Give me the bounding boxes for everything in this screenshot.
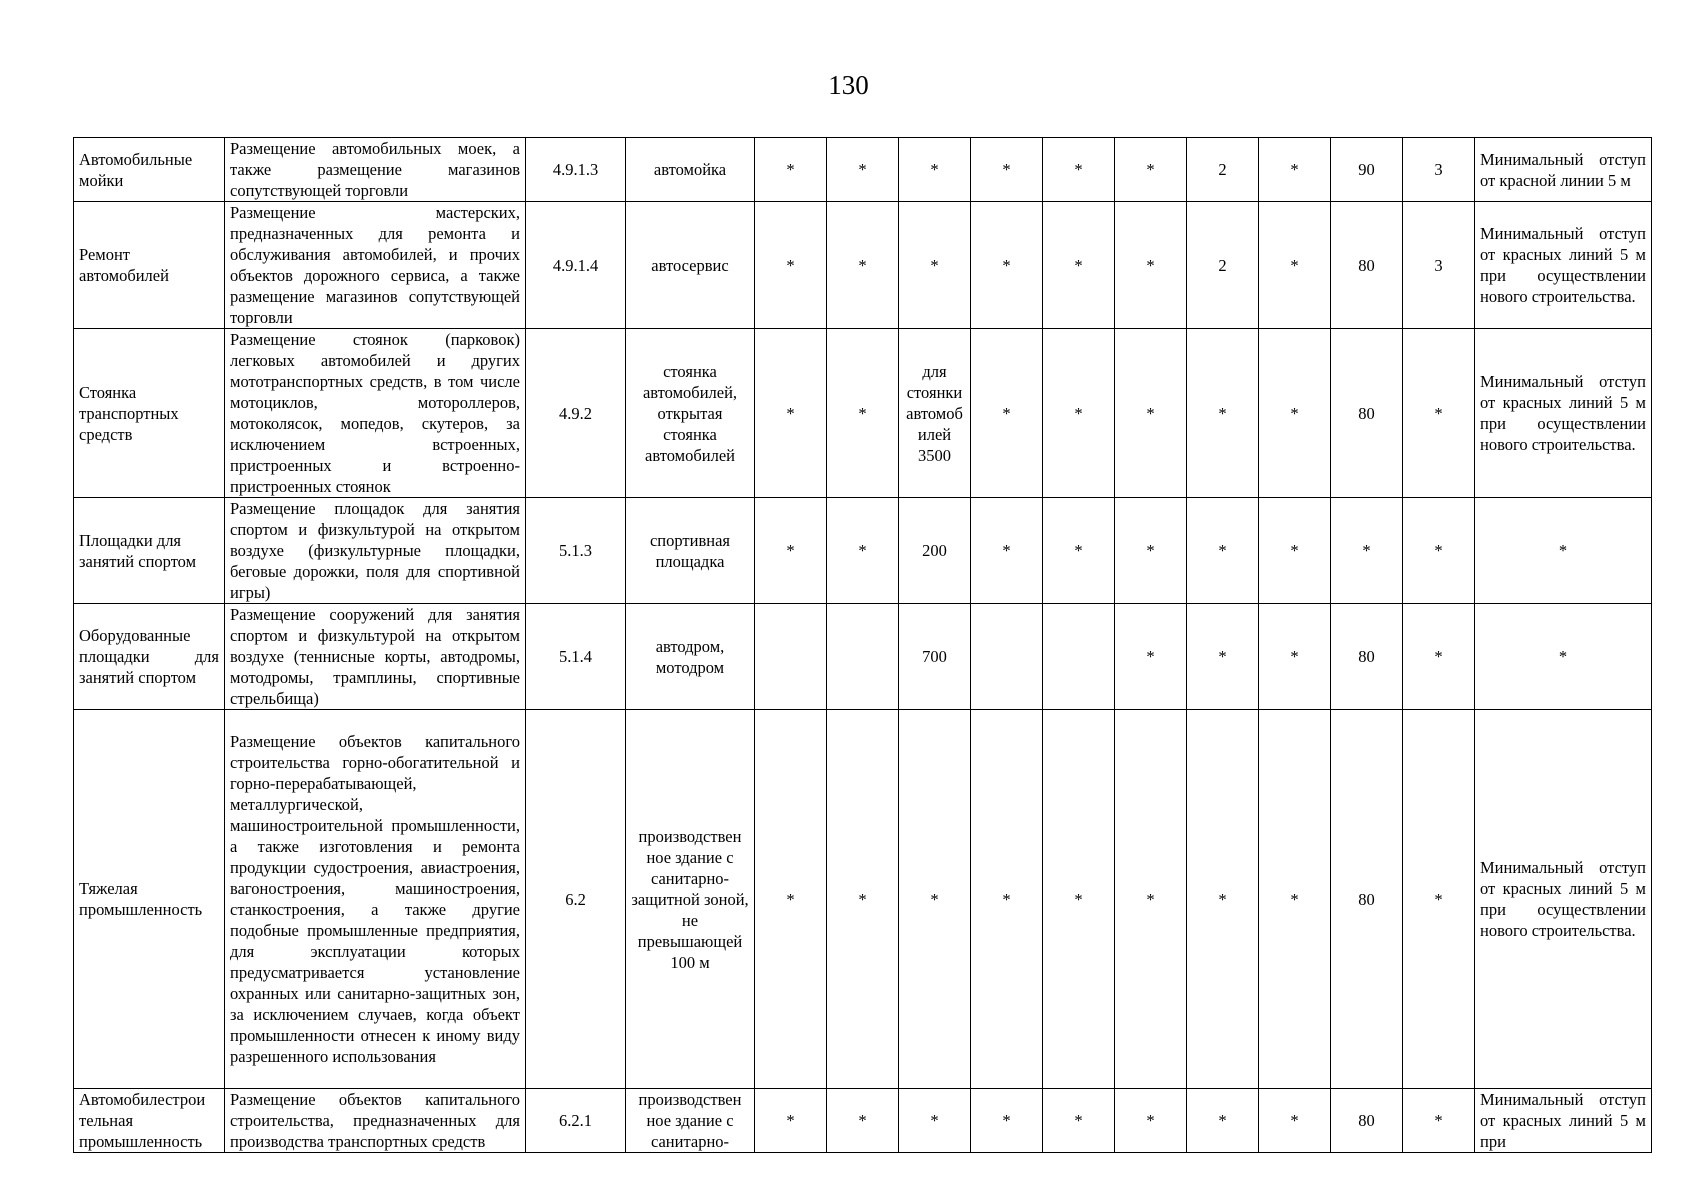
param-cell bbox=[827, 604, 899, 710]
use-description-cell: Размещение объектов капитального строительства горно-обогатительной и горно-перерабатывающей, металлургической, машиностроительной промышленности, а также изготовления и ремонта продукции судостроения, авиастроения, вагоностроения, машиностроения, станкостроения, а также другие подобные промышленные предприятия, для эксплуатации которых предусматривается установление охранных или санитарно-защитных зон, за исключением случаев, когда объект промышленности отнесен к иному виду разрешенного использования bbox=[225, 710, 526, 1089]
use-description-cell: Размещение мастерских, предназначенных для ремонта и обслуживания автомобилей, и прочих объектов дорожного сервиса, а также размещение магазинов сопутствующей торговли bbox=[225, 202, 526, 329]
param-cell: * bbox=[755, 202, 827, 329]
param-cell: * bbox=[1259, 1089, 1331, 1153]
param-cell: 700 bbox=[899, 604, 971, 710]
param-cell: * bbox=[1187, 710, 1259, 1089]
param-cell: * bbox=[899, 138, 971, 202]
note-cell: * bbox=[1475, 498, 1652, 604]
param-cell: * bbox=[1331, 498, 1403, 604]
param-cell: * bbox=[1115, 498, 1187, 604]
param-cell: * bbox=[971, 138, 1043, 202]
use-code-cell: 4.9.1.4 bbox=[526, 202, 626, 329]
use-name-cell: Оборудованные площадки для занятий спортом bbox=[74, 604, 225, 710]
page-number: 130 bbox=[828, 70, 869, 100]
param-cell bbox=[971, 604, 1043, 710]
use-name-cell: Площадки для занятий спортом bbox=[74, 498, 225, 604]
table-row bbox=[74, 604, 1652, 710]
param-cell: * bbox=[899, 202, 971, 329]
param-cell: * bbox=[755, 329, 827, 498]
use-code-cell: 5.1.3 bbox=[526, 498, 626, 604]
note-cell: Минимальный отступ от красных линий 5 м при осуществлении нового строительства. bbox=[1475, 329, 1652, 498]
param-cell: * bbox=[1403, 498, 1475, 604]
param-cell: * bbox=[1043, 202, 1115, 329]
param-cell: * bbox=[755, 710, 827, 1089]
param-cell: * bbox=[827, 1089, 899, 1153]
table-row bbox=[74, 329, 1652, 498]
table-row bbox=[74, 138, 1652, 202]
use-description-cell: Размещение объектов капитального строительства, предназначенных для производства транспортных средств bbox=[225, 1089, 526, 1153]
param-cell: * bbox=[1043, 710, 1115, 1089]
object-type-cell: автомойка bbox=[626, 138, 755, 202]
use-description-cell: Размещение сооружений для занятия спортом и физкультурой на открытом воздухе (теннисные корты, автодромы, мотодромы, трамплины, спортивные стрельбища) bbox=[225, 604, 526, 710]
param-cell: * bbox=[1115, 604, 1187, 710]
use-name-cell: Ремонт автомобилей bbox=[74, 202, 225, 329]
param-cell: * bbox=[755, 1089, 827, 1153]
object-type-cell: производствен ное здание с санитарно-защитной зоной, не превышающей 100 м bbox=[626, 710, 755, 1089]
object-type-cell: производствен ное здание с санитарно- bbox=[626, 1089, 755, 1153]
param-cell: * bbox=[1043, 138, 1115, 202]
param-cell: * bbox=[971, 498, 1043, 604]
param-cell: * bbox=[1259, 498, 1331, 604]
use-name-cell: Стоянка транспортных средств bbox=[74, 329, 225, 498]
param-cell: 2 bbox=[1187, 202, 1259, 329]
object-type-cell: стоянка автомобилей, открытая стоянка автомобилей bbox=[626, 329, 755, 498]
param-cell: * bbox=[827, 710, 899, 1089]
param-cell: * bbox=[1403, 710, 1475, 1089]
use-name-cell: Автомобильные мойки bbox=[74, 138, 225, 202]
note-cell: Минимальный отступ от красных линий 5 м при bbox=[1475, 1089, 1652, 1153]
param-cell: * bbox=[1259, 329, 1331, 498]
param-cell: * bbox=[1043, 498, 1115, 604]
param-cell: 80 bbox=[1331, 604, 1403, 710]
param-cell: 80 bbox=[1331, 329, 1403, 498]
param-cell: * bbox=[1259, 710, 1331, 1089]
param-cell: 90 bbox=[1331, 138, 1403, 202]
object-type-cell: автосервис bbox=[626, 202, 755, 329]
param-cell: * bbox=[827, 498, 899, 604]
note-cell: * bbox=[1475, 604, 1652, 710]
use-description-cell: Размещение автомобильных моек, а также размещение магазинов сопутствующей торговли bbox=[225, 138, 526, 202]
table-row bbox=[74, 202, 1652, 329]
param-cell: * bbox=[1115, 329, 1187, 498]
param-cell: * bbox=[1259, 202, 1331, 329]
param-cell: * bbox=[1115, 1089, 1187, 1153]
param-cell: 80 bbox=[1331, 1089, 1403, 1153]
param-cell: * bbox=[1187, 604, 1259, 710]
param-cell bbox=[755, 604, 827, 710]
use-code-cell: 4.9.1.3 bbox=[526, 138, 626, 202]
param-cell: * bbox=[1259, 604, 1331, 710]
param-cell: * bbox=[1115, 710, 1187, 1089]
param-cell: * bbox=[755, 138, 827, 202]
param-cell bbox=[1043, 604, 1115, 710]
param-cell: 200 bbox=[899, 498, 971, 604]
table-row bbox=[74, 1089, 1652, 1153]
param-cell: * bbox=[971, 710, 1043, 1089]
regulations-table bbox=[73, 137, 1652, 1153]
use-code-cell: 5.1.4 bbox=[526, 604, 626, 710]
param-cell: * bbox=[1115, 202, 1187, 329]
param-cell: * bbox=[1403, 329, 1475, 498]
param-cell: * bbox=[755, 498, 827, 604]
object-type-cell: автодром, мотодром bbox=[626, 604, 755, 710]
use-name-cell: Тяжелая промышленность bbox=[74, 710, 225, 1089]
param-cell: * bbox=[899, 710, 971, 1089]
table-row bbox=[74, 498, 1652, 604]
use-name-cell: Автомобилестрои тельная промышленность bbox=[74, 1089, 225, 1153]
param-cell: 2 bbox=[1187, 138, 1259, 202]
note-cell: Минимальный отступ от красных линий 5 м при осуществлении нового строительства. bbox=[1475, 710, 1652, 1089]
param-cell: * bbox=[1259, 138, 1331, 202]
param-cell: 80 bbox=[1331, 710, 1403, 1089]
use-description-cell: Размещение площадок для занятия спортом и физкультурой на открытом воздухе (физкультурные площадки, беговые дорожки, поля для спортивной игры) bbox=[225, 498, 526, 604]
param-cell: * bbox=[971, 202, 1043, 329]
param-cell: для стоянки автомоб илей 3500 bbox=[899, 329, 971, 498]
param-cell: * bbox=[827, 329, 899, 498]
note-cell: Минимальный отступ от красной линии 5 м bbox=[1475, 138, 1652, 202]
param-cell: * bbox=[1043, 1089, 1115, 1153]
use-code-cell: 6.2 bbox=[526, 710, 626, 1089]
use-code-cell: 6.2.1 bbox=[526, 1089, 626, 1153]
param-cell: * bbox=[1043, 329, 1115, 498]
param-cell: 3 bbox=[1403, 202, 1475, 329]
param-cell: 80 bbox=[1331, 202, 1403, 329]
param-cell: 3 bbox=[1403, 138, 1475, 202]
param-cell: * bbox=[1187, 1089, 1259, 1153]
param-cell: * bbox=[971, 1089, 1043, 1153]
use-description-cell: Размещение стоянок (парковок) легковых автомобилей и других мототранспортных средств, в том числе мотоциклов, мотороллеров, мотоколясок, мопедов, скутеров, за исключением встроенных, пристроенных и встроенно-пристроенных стоянок bbox=[225, 329, 526, 498]
note-cell: Минимальный отступ от красных линий 5 м при осуществлении нового строительства. bbox=[1475, 202, 1652, 329]
param-cell: * bbox=[971, 329, 1043, 498]
param-cell: * bbox=[899, 1089, 971, 1153]
param-cell: * bbox=[827, 202, 899, 329]
param-cell: * bbox=[1115, 138, 1187, 202]
param-cell: * bbox=[1187, 329, 1259, 498]
use-code-cell: 4.9.2 bbox=[526, 329, 626, 498]
param-cell: * bbox=[827, 138, 899, 202]
param-cell: * bbox=[1403, 604, 1475, 710]
object-type-cell: спортивная площадка bbox=[626, 498, 755, 604]
param-cell: * bbox=[1187, 498, 1259, 604]
param-cell: * bbox=[1403, 1089, 1475, 1153]
table-row bbox=[74, 710, 1652, 1089]
